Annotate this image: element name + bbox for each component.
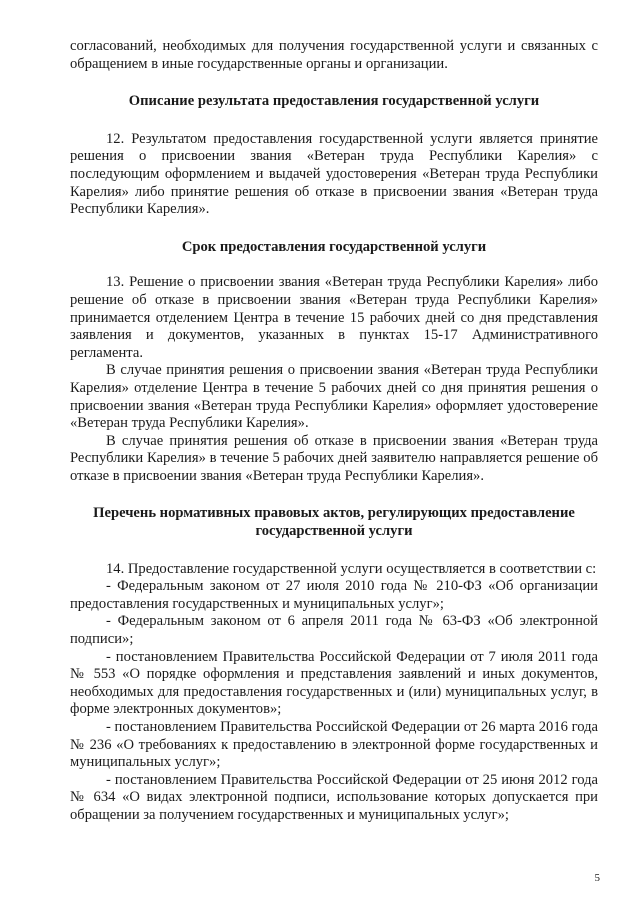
list-item: - постановлением Правительства Российской Федерации от 25 июня 2012 года № 634 «О видах электронной подписи, использование которых допускается при обращении за получением государственных и муниципальных услуг»;: [70, 771, 598, 823]
paragraph-13: 13. Решение о присвоении звания «Ветеран труда Республики Карелия» либо решение об отказе в присвоении звания «Ветеран труда Республики Карелия» принимается отделением Центра в течение 15 рабочих дней со дня представления заявления и документов, указанных в пунктах 15-17 Административного регламента.: [70, 274, 598, 361]
intro-paragraph: согласований, необходимых для получения государственной услуги и связанных с обращением в иные государственные органы и организации.: [70, 38, 598, 72]
list-item: - постановлением Правительства Российской Федерации от 7 июля 2011 года № 553 «О порядке оформления и представления заявлений и иных документов, необходимых для предоставления государственных и (или) муниципальных услуг, в форме электронных документов»;: [70, 648, 598, 718]
paragraph-12: 12. Результатом предоставления государственной услуги является принятие решения о присвоении звания «Ветеран труда Республики Карелия» с последующим оформлением и выдачей удостоверения «Ветеран труда Республики Карелия» либо принятие решения об отказе в присвоении звания «Ветеран труда Республики Карелия».: [70, 130, 598, 218]
section-heading-result: Описание результата предоставления государственной услуги: [128, 93, 540, 110]
list-item: - Федеральным законом от 27 июля 2010 года № 210-ФЗ «Об организации предоставления государственных и муниципальных услуг»;: [70, 578, 598, 612]
paragraph-14: 14. Предоставление государственной услуги осуществляется в соответствии с:: [106, 560, 597, 577]
paragraph-13-c: В случае принятия решения об отказе в присвоении звания «Ветеран труда Республики Карелия» в течение 5 рабочих дней заявителю направляется решение об отказе в присвоении звания «Ветеран труда Республики Карелия».: [70, 432, 598, 484]
list-item: - Федеральным законом от 6 апреля 2011 года № 63-ФЗ «Об электронной подписи»;: [70, 613, 598, 648]
section-heading-term: Срок предоставления государственной услуги: [181, 238, 487, 255]
page-number: 5: [594, 872, 600, 884]
list-item: - постановлением Правительства Российской Федерации от 26 марта 2016 года № 236 «О требованиях к предоставлению в электронной форме государственных и муниципальных услуг»;: [70, 719, 598, 771]
section-heading-acts: Перечень нормативных правовых актов, регулирующих предоставление государственной услуги: [93, 505, 575, 540]
paragraph-13-b: В случае принятия решения о присвоении звания «Ветеран труда Республики Карелия» отделение Центра в течение 5 рабочих дней со дня принятия решения о присвоении звания «Ветеран труда Республики Карелия» оформляет удостоверение «Ветеран труда Республики Карелия».: [70, 362, 598, 432]
